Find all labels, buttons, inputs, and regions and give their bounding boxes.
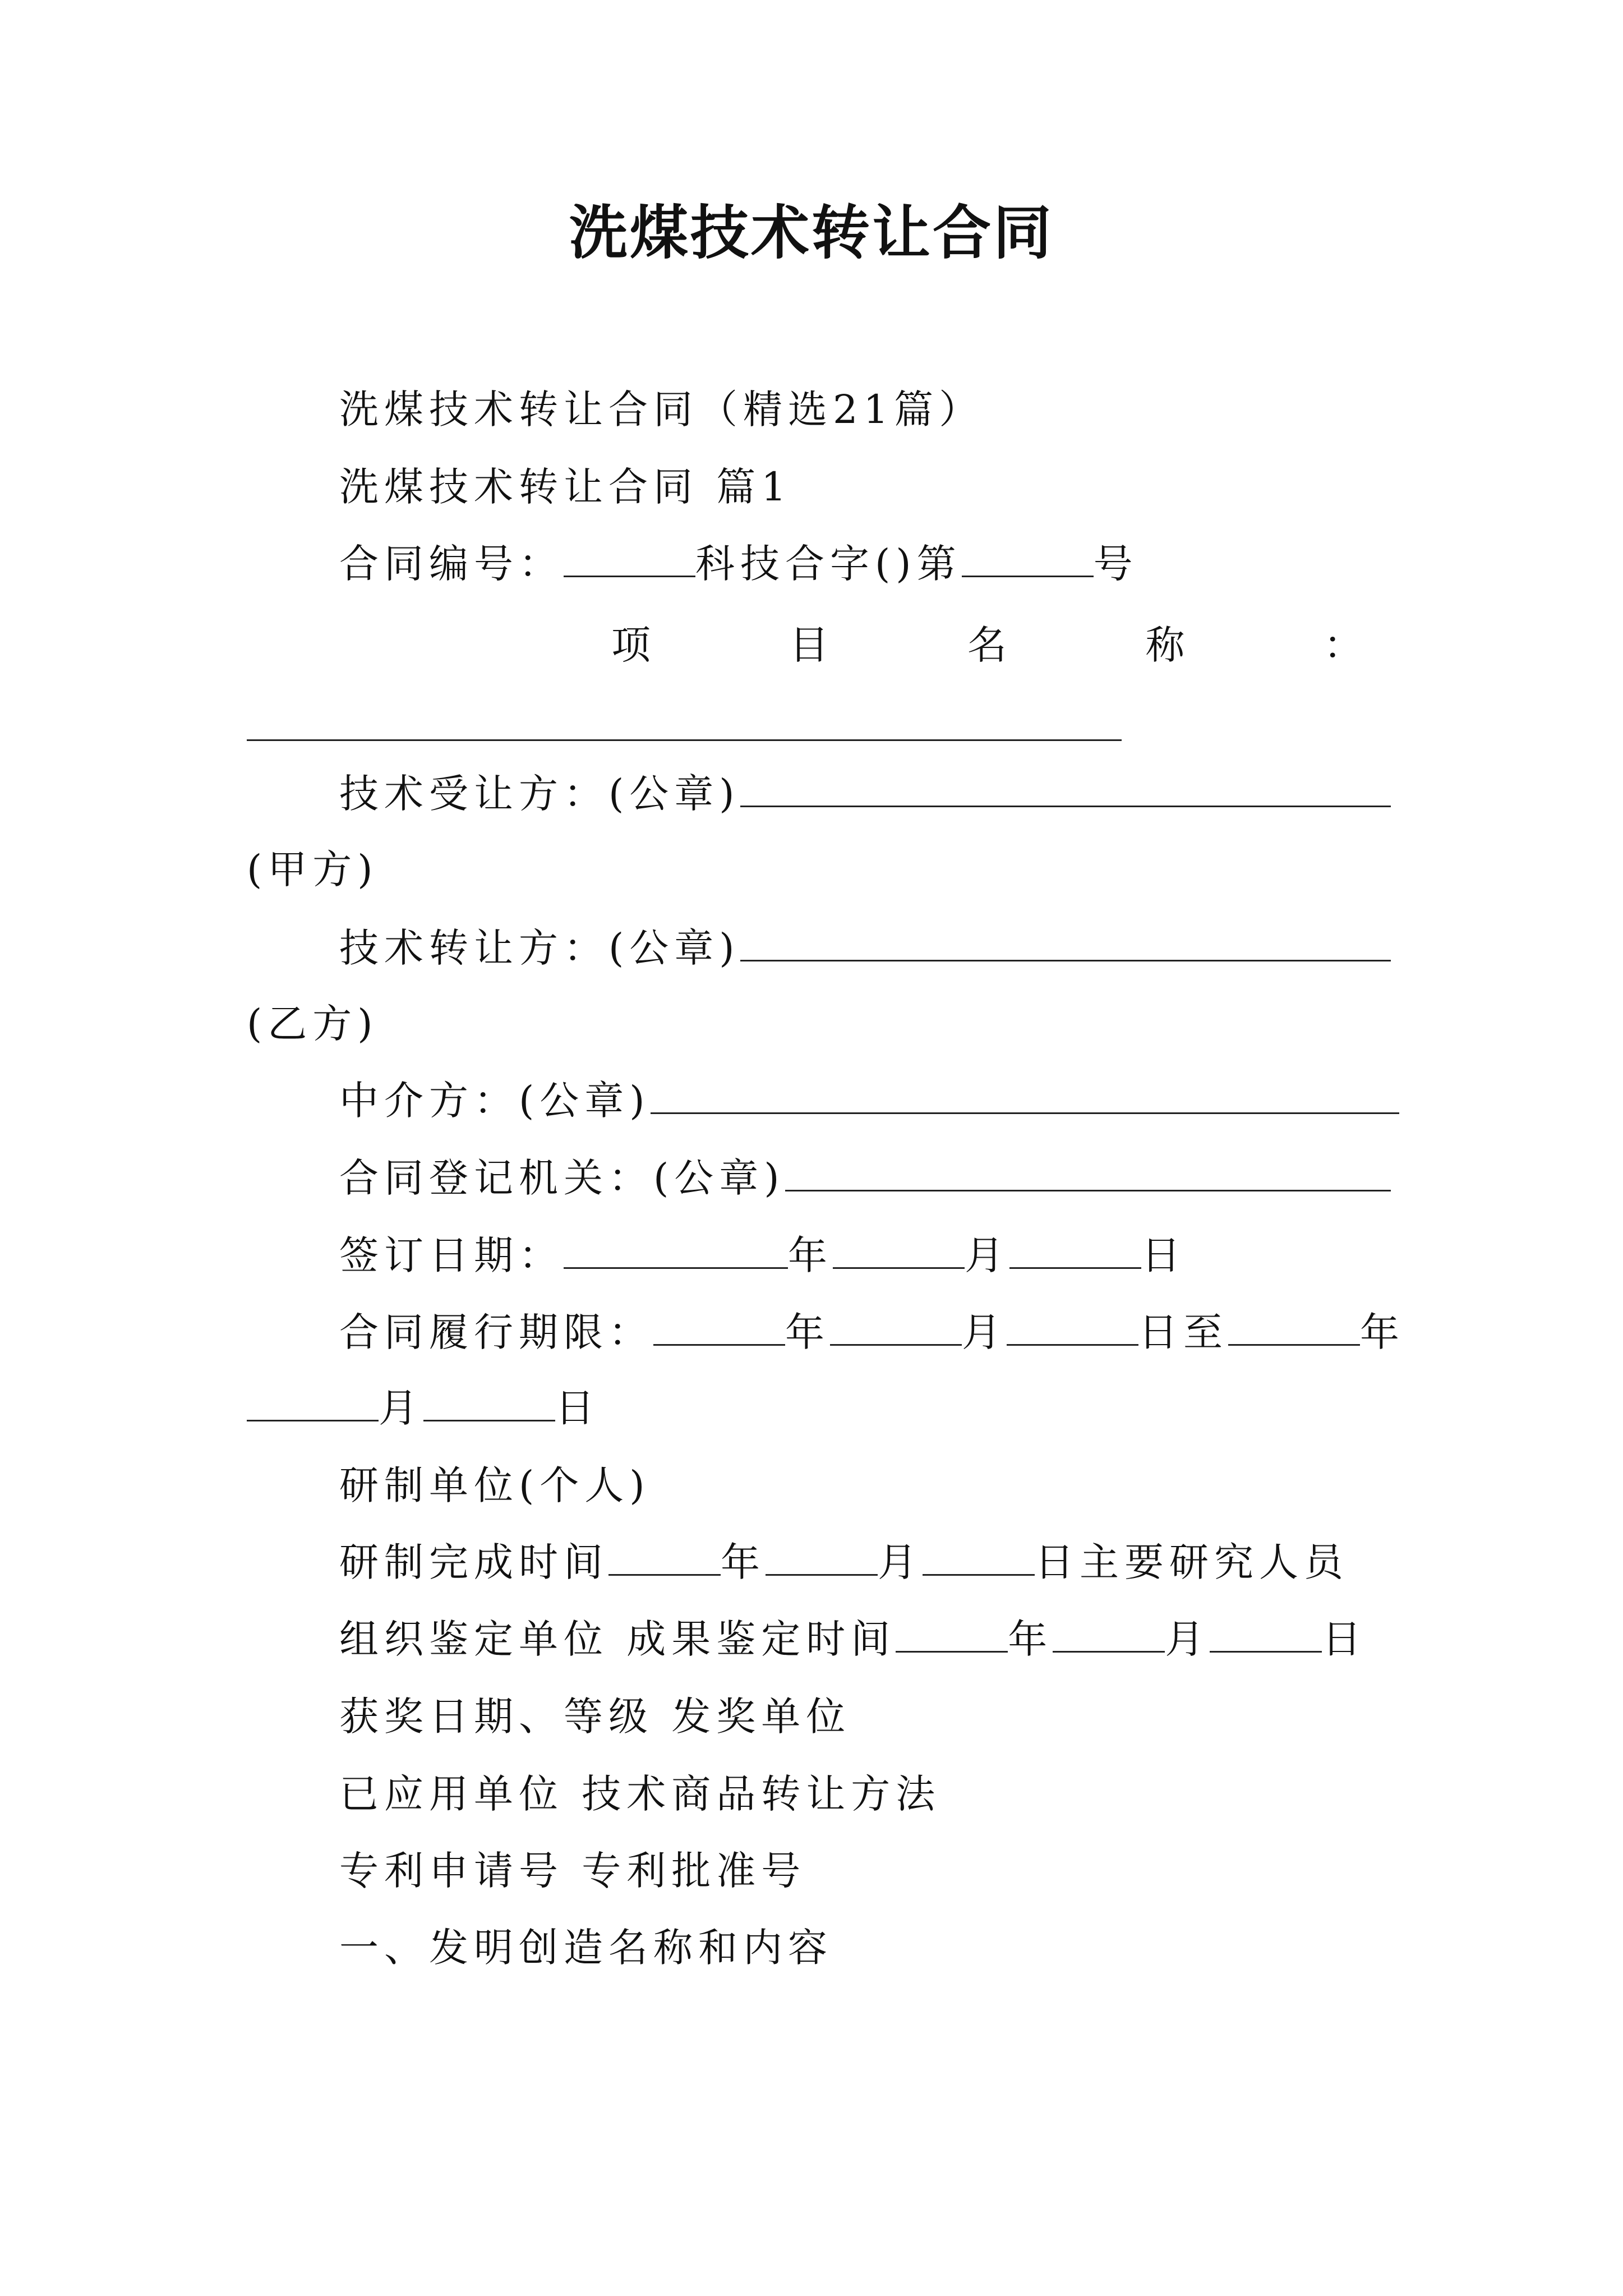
sign-date-label: 签订日期： [339,1232,564,1278]
dev-month-blank[interactable] [766,1540,878,1576]
period-month2-label: 月 [379,1385,423,1431]
registrar-line [339,1150,1391,1206]
transferee-role: (甲方) [247,846,379,892]
registrar-blank[interactable] [785,1156,1391,1191]
sign-year-label: 年 [788,1232,833,1278]
transferor-line [339,920,1391,976]
document-title: 洗煤技术转让合同 [569,198,1054,267]
period-month1-label: 月 [962,1309,1007,1355]
registrar-label: 合同登记机关：(公章) [339,1155,785,1201]
project-name-char-2: 目 [789,622,829,668]
appraisal-year-label: 年 [1008,1616,1053,1662]
period-line [339,1304,1405,1360]
dev-day-label: 日主要研究人员 [1035,1539,1349,1585]
dev-year-blank[interactable] [608,1540,721,1576]
intermediary-blank[interactable] [651,1079,1399,1114]
sign-day-blank[interactable] [1009,1234,1141,1269]
period-day1-blank[interactable] [1007,1310,1138,1346]
contract-number-end: 号 [1093,541,1138,587]
transferee-blank[interactable] [740,772,1391,807]
transferor-role: (乙方) [247,1001,379,1047]
applied-line: 已应用单位 技术商品转让方法 [339,1771,941,1817]
intermediary-label: 中介方：(公章) [339,1078,651,1124]
patent-line: 专利申请号 专利批准号 [339,1848,806,1894]
sign-day-label: 日 [1141,1232,1186,1278]
sign-month-label: 月 [965,1232,1009,1278]
project-name-blank[interactable] [247,739,1122,741]
project-name-colon: ： [1324,622,1363,668]
appraisal-month-label: 月 [1165,1616,1210,1662]
dev-time-line [339,1534,1349,1590]
project-name-char-1: 项 [611,622,651,668]
project-name-char-3: 名 [967,622,1007,668]
section-heading: 洗煤技术转让合同 篇1 [339,464,792,510]
appraisal-month-blank[interactable] [1053,1617,1165,1653]
period-day1-label: 日至 [1138,1309,1228,1355]
appraisal-line [339,1611,1367,1667]
project-name-char-4: 称 [1145,622,1185,668]
dev-unit-line: 研制单位(个人) [339,1462,651,1508]
dev-year-label: 年 [721,1539,766,1585]
period-year1-label: 年 [785,1309,830,1355]
subtitle-line: 洗煤技术转让合同（精选21篇） [339,386,984,432]
contract-number-mid: 科技合字()第 [695,541,962,587]
period-year2-blank[interactable] [1228,1310,1360,1346]
item-1-heading: 一、发明创造名称和内容 [339,1925,833,1971]
transferee-line [339,766,1391,822]
period-year1-blank[interactable] [653,1310,785,1346]
transferor-blank[interactable] [740,926,1391,961]
period-year2-label: 年 [1360,1309,1405,1355]
contract-number-label: 合同编号： [339,541,564,587]
period-label: 合同履行期限： [339,1309,653,1355]
period-month1-blank[interactable] [830,1310,962,1346]
sign-month-blank[interactable] [833,1234,965,1269]
appraisal-label: 组织鉴定单位 成果鉴定时间 [339,1616,896,1662]
sign-date-line [339,1227,1186,1283]
transferor-label: 技术转让方：(公章) [339,925,740,971]
contract-number-line [339,536,1138,592]
dev-month-label: 月 [878,1539,923,1585]
contract-number-blank-1[interactable] [564,542,695,577]
sign-year-blank[interactable] [564,1234,788,1269]
appraisal-year-blank[interactable] [896,1617,1008,1653]
period-day2-label: 日 [555,1385,600,1431]
period-month2-blank[interactable] [247,1386,379,1421]
transferee-label: 技术受让方：(公章) [339,771,740,817]
dev-day-blank[interactable] [923,1540,1035,1576]
intermediary-line [339,1073,1399,1129]
appraisal-day-blank[interactable] [1210,1617,1322,1653]
period-day2-blank[interactable] [423,1386,555,1421]
contract-number-blank-2[interactable] [962,542,1094,577]
dev-time-label: 研制完成时间 [339,1539,608,1585]
project-name-label [611,617,1363,673]
appraisal-day-label: 日 [1322,1616,1367,1662]
award-line: 获奖日期、等级 发奖单位 [339,1694,851,1740]
period-line-continued [247,1380,600,1436]
